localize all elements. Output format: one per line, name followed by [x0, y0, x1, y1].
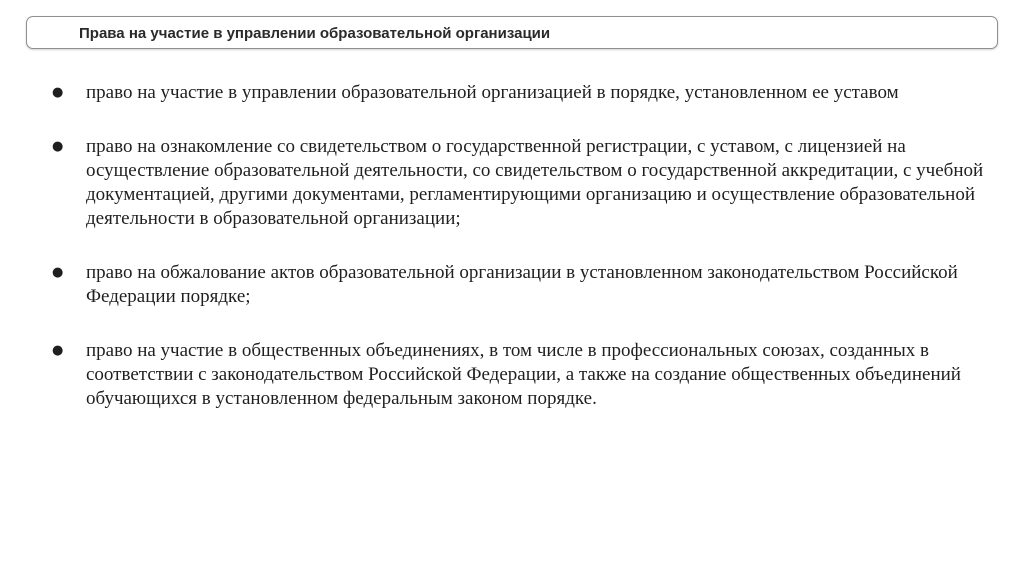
list-item — [48, 135, 998, 231]
list-item-text: право на участие в управлении образовательной организацией в порядке, установленном ее уставом — [86, 82, 899, 103]
list-item-text: право на ознакомление со свидетельством о государственной регистрации, с уставом, с лицензией на осуществление образовательной деятельности, со свидетельством о государственной аккредитации, с учебной документацией, другими документами, регламентирующими организацию и осуществление образовательной деятельности в образовательной организации; — [86, 136, 984, 229]
bullet-icon: ● — [52, 85, 64, 100]
list-item — [48, 81, 998, 105]
bullet-icon: ● — [52, 343, 64, 358]
list-item — [48, 339, 998, 411]
list-item-text: право на обжалование актов образовательной организации в установленном законодательством Российской Федерации порядке; — [86, 262, 958, 307]
page-title: Права на участие в управлении образовательной организации — [79, 25, 556, 42]
bullet-icon: ● — [52, 265, 64, 280]
list-item-text: право на участие в общественных объединениях, в том числе в профессиональных союзах, созданных в соответствии с законодательством Российской Федерации, а также на создание общественных объединений обучающихся в установленном федеральным законом порядке. — [86, 340, 961, 409]
bullet-list — [48, 81, 998, 441]
list-item — [48, 261, 998, 309]
bullet-icon: ● — [52, 139, 64, 154]
header-box — [26, 16, 998, 49]
